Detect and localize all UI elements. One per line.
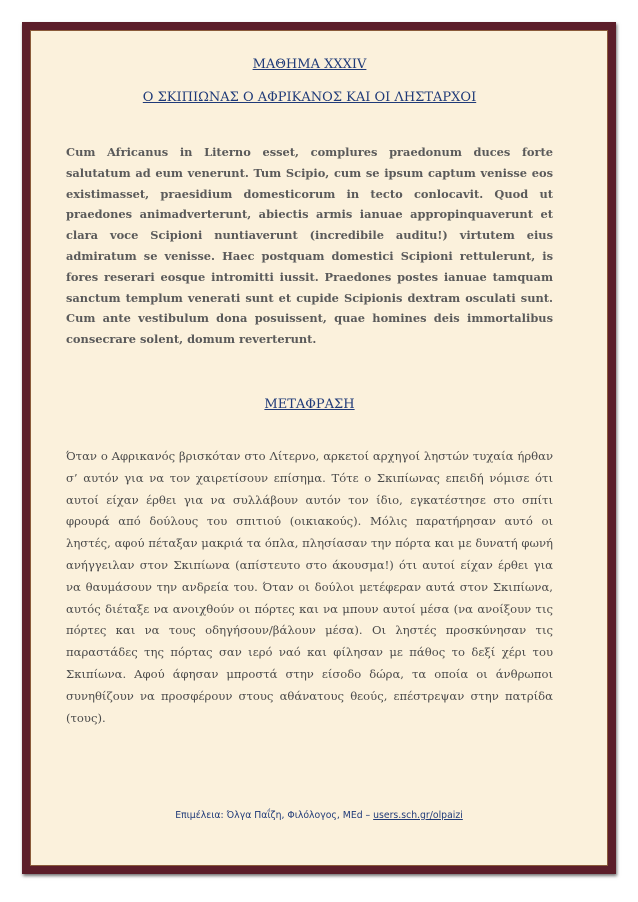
translation-title: ΜΕΤΑΦΡΑΣΗ xyxy=(264,396,355,412)
footer-credit: Επιμέλεια: Όλγα Παΐζη, Φιλόλογος, MEd – xyxy=(175,810,374,821)
footer xyxy=(30,810,608,821)
document-content xyxy=(66,55,553,729)
lesson-title: ΜΑΘΗΜΑ XXXIV xyxy=(252,57,367,72)
footer-link[interactable]: users.sch.gr/olpaizi xyxy=(373,810,463,821)
translation-text: Όταν ο Αφρικανός βρισκόταν στο Λίτερνο, αρκετοί αρχηγοί ληστών τυχαία ήρθαν σ’ αυτόν για να τον χαιρετίσουν επίσημα. Τότε ο Σκιπίωνας επειδή νόμισε ότι αυτοί είχαν έρθει για να συλλάβουν αυτόν τον ίδιο, εγκατέστησε στο σπίτι φρουρά από δούλους του σπιτιού (οικιακούς). Μόλις παρατήρησαν αυτό οι ληστές, αφού πέταξαν μακριά τα όπλα, πλησίασαν την πόρτα και με δυνατή φωνή ανήγγειλαν στον Σκιπίωνα (απίστευτο στο άκουσμα!) ότι αυτοί είχαν έρθει για να θαυμάσουν την ανδρεία του. Όταν οι δούλοι μετέφεραν αυτά στον Σκιπίωνα, αυτός διέταξε να ανοιχθούν οι πόρτες και να μπουν αυτοί μέσα (να ανοίξουν τις πόρτες και να τους οδηγήσουν/βάλουν μέσα). Οι ληστές προσκύνησαν τις παραστάδες της πόρτας σαν ιερό ναό και φίλησαν με πάθος το δεξί χέρι του Σκιπίωνα. Αφού άφησαν μπροστά στην είσοδο δώρα, τα οποία οι άνθρωποι συνηθίζουν να προσφέρουν στους αθάνατους θεούς, επέστρεψαν στην πατρίδα (τους). xyxy=(66,448,553,725)
latin-text: Cum Africanus in Literno esset, complures praedonum duces forte salutatum ad eum venerunt. Tum Scipio, cum se ipsum captum venisse eos existimasset, praesidium domesticorum in tecto conlocavit. Quod ut praedones animadverterunt, abiectis armis ianuae appropinquaverunt et clara voce Scipioni nuntiaverunt (incredibile auditu!) virtutem eius admiratum se venisse. Haec postquam domestici Scipioni rettulerunt, is fores reserari eosque intromitti iussit. Praedones postes ianuae tamquam sanctum templum venerati sunt et cupide Scipionis dextram osculati sunt. Cum ante vestibulum dona posuissent, quae homines deis immortalibus consecrare solent, domum reverterunt. xyxy=(66,145,553,347)
lesson-subtitle: Ο ΣΚΙΠΙΩΝΑΣ Ο ΑΦΡΙΚΑΝΟΣ ΚΑΙ ΟΙ ΛΗΣΤΑΡΧΟΙ xyxy=(142,90,477,105)
